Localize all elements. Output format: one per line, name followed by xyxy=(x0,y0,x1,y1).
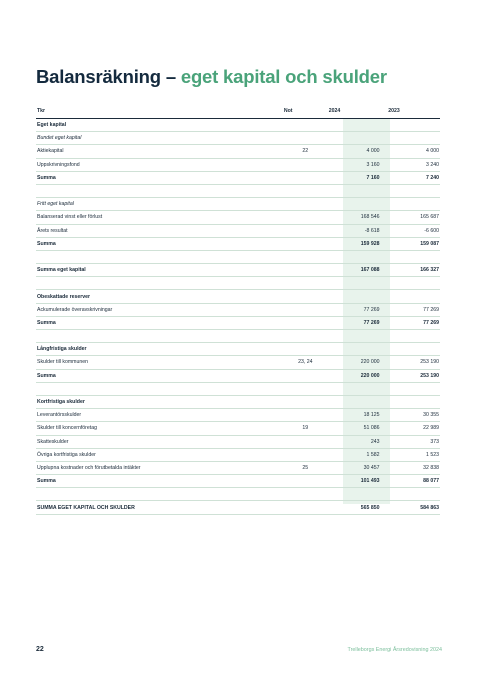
row-note xyxy=(283,343,328,356)
table-row xyxy=(36,395,440,408)
row-value-2023: 253 190 xyxy=(387,356,440,369)
page-title-main: Balansräkning – xyxy=(36,66,181,87)
row-value-2023: 88 077 xyxy=(387,475,440,488)
row-value-2023 xyxy=(387,343,440,356)
spacer-row xyxy=(36,382,440,395)
table-row xyxy=(36,290,440,303)
row-label: Upplupna kostnader och förutbetalda intäkter xyxy=(36,461,283,474)
row-value-2023: 373 xyxy=(387,435,440,448)
spacer-row xyxy=(36,250,440,263)
row-label: Summa xyxy=(36,369,283,382)
row-value-2023: 32 838 xyxy=(387,461,440,474)
row-label: Obeskattade reserver xyxy=(36,290,283,303)
row-value-2023: 3 240 xyxy=(387,158,440,171)
row-label: Summa eget kapital xyxy=(36,264,283,277)
header-year-2024: 2024 xyxy=(328,104,381,119)
table-row xyxy=(36,422,440,435)
row-value-2024 xyxy=(328,198,381,211)
row-label: Summa xyxy=(36,237,283,250)
row-label: Övriga kortfristiga skulder xyxy=(36,448,283,461)
row-value-2023: 22 989 xyxy=(387,422,440,435)
row-value-2023 xyxy=(387,198,440,211)
row-value-2023: 4 000 xyxy=(387,145,440,158)
row-label: Summa xyxy=(36,171,283,184)
row-note xyxy=(283,303,328,316)
row-value-2024: 565 850 xyxy=(328,501,381,514)
row-value-2024: 77 269 xyxy=(328,316,381,329)
row-label: Bundet eget kapital xyxy=(36,132,283,145)
row-value-2024: 18 125 xyxy=(328,409,381,422)
row-label: Aktiekapital xyxy=(36,145,283,158)
table-row xyxy=(36,303,440,316)
row-note: 19 xyxy=(283,422,328,435)
row-note xyxy=(283,211,328,224)
row-note xyxy=(283,369,328,382)
row-value-2024: 159 928 xyxy=(328,237,381,250)
table-row xyxy=(36,237,440,250)
row-value-2023: 7 240 xyxy=(387,171,440,184)
table-row xyxy=(36,435,440,448)
table-row xyxy=(36,356,440,369)
row-value-2024: 220 000 xyxy=(328,369,381,382)
table-row xyxy=(36,158,440,171)
table-row xyxy=(36,501,440,514)
row-label: Fritt eget kapital xyxy=(36,198,283,211)
row-note xyxy=(283,316,328,329)
page-number: 22 xyxy=(36,646,44,653)
row-note: 22 xyxy=(283,145,328,158)
row-value-2024 xyxy=(328,343,381,356)
row-label: Skulder till koncernföretag xyxy=(36,422,283,435)
row-label: Årets resultat xyxy=(36,224,283,237)
row-label: Uppskrivningsfond xyxy=(36,158,283,171)
row-note: 25 xyxy=(283,461,328,474)
row-value-2023 xyxy=(387,290,440,303)
row-value-2024: 243 xyxy=(328,435,381,448)
row-note xyxy=(283,264,328,277)
row-label: Kortfristiga skulder xyxy=(36,395,283,408)
table-row xyxy=(36,343,440,356)
table-row xyxy=(36,409,440,422)
row-note xyxy=(283,501,328,514)
balance-sheet-table xyxy=(36,104,440,515)
row-label: Summa xyxy=(36,475,283,488)
row-value-2023: 584 863 xyxy=(387,501,440,514)
row-value-2023: 1 523 xyxy=(387,448,440,461)
row-value-2024: -8 618 xyxy=(328,224,381,237)
row-note xyxy=(283,435,328,448)
row-note xyxy=(283,171,328,184)
row-value-2024: 51 086 xyxy=(328,422,381,435)
spacer-row xyxy=(36,488,440,501)
row-value-2024 xyxy=(328,290,381,303)
table-header-row xyxy=(36,104,440,119)
spacer-row xyxy=(36,277,440,290)
spacer-row xyxy=(36,330,440,343)
row-note xyxy=(283,198,328,211)
row-value-2023: 253 190 xyxy=(387,369,440,382)
header-year-2023: 2023 xyxy=(387,104,440,119)
row-value-2024: 167 088 xyxy=(328,264,381,277)
table-row xyxy=(36,198,440,211)
row-value-2024: 168 546 xyxy=(328,211,381,224)
row-value-2024: 3 160 xyxy=(328,158,381,171)
row-note xyxy=(283,158,328,171)
row-value-2023 xyxy=(387,132,440,145)
spacer-row xyxy=(36,184,440,197)
row-value-2023: 165 687 xyxy=(387,211,440,224)
row-value-2024: 30 457 xyxy=(328,461,381,474)
row-value-2023 xyxy=(387,119,440,132)
row-label: Långfristiga skulder xyxy=(36,343,283,356)
row-note xyxy=(283,290,328,303)
row-label: Skulder till kommunen xyxy=(36,356,283,369)
row-value-2023: -6 600 xyxy=(387,224,440,237)
table-row xyxy=(36,475,440,488)
table-row xyxy=(36,145,440,158)
row-value-2024: 4 000 xyxy=(328,145,381,158)
row-label: Balanserad vinst eller förlust xyxy=(36,211,283,224)
row-value-2024: 7 160 xyxy=(328,171,381,184)
table-row xyxy=(36,264,440,277)
row-note: 23, 24 xyxy=(283,356,328,369)
row-label: Ackumulerade överavskrivningar xyxy=(36,303,283,316)
row-value-2023: 77 269 xyxy=(387,316,440,329)
row-value-2024 xyxy=(328,119,381,132)
row-value-2023: 159 087 xyxy=(387,237,440,250)
row-label: Eget kapital xyxy=(36,119,283,132)
row-value-2024: 77 269 xyxy=(328,303,381,316)
row-note xyxy=(283,224,328,237)
table-row xyxy=(36,448,440,461)
table-row xyxy=(36,461,440,474)
row-note xyxy=(283,448,328,461)
page-title-accent: eget kapital och skulder xyxy=(180,66,387,87)
row-value-2024: 220 000 xyxy=(328,356,381,369)
row-value-2023: 166 327 xyxy=(387,264,440,277)
row-value-2024: 101 493 xyxy=(328,475,381,488)
row-note xyxy=(283,132,328,145)
header-label: Tkr xyxy=(36,104,283,119)
table-row xyxy=(36,369,440,382)
row-note xyxy=(283,395,328,408)
header-note: Not xyxy=(283,104,328,119)
table-row xyxy=(36,132,440,145)
row-note xyxy=(283,119,328,132)
row-value-2023: 77 269 xyxy=(387,303,440,316)
row-label: Leverantörsskulder xyxy=(36,409,283,422)
table-row xyxy=(36,119,440,132)
row-label: SUMMA EGET KAPITAL OCH SKULDER xyxy=(36,501,283,514)
row-value-2024 xyxy=(328,395,381,408)
table-row xyxy=(36,171,440,184)
table-row xyxy=(36,211,440,224)
row-label: Summa xyxy=(36,316,283,329)
table-row xyxy=(36,316,440,329)
table-body xyxy=(36,119,440,515)
row-value-2023: 30 355 xyxy=(387,409,440,422)
footer-text: Trelleborgs Energi Årsredovisning 2024 xyxy=(347,647,442,653)
row-label: Skatteskulder xyxy=(36,435,283,448)
page-title xyxy=(36,66,387,88)
row-value-2023 xyxy=(387,395,440,408)
table-row xyxy=(36,224,440,237)
row-note xyxy=(283,409,328,422)
row-value-2024 xyxy=(328,132,381,145)
row-note xyxy=(283,237,328,250)
row-value-2024: 1 582 xyxy=(328,448,381,461)
row-note xyxy=(283,475,328,488)
